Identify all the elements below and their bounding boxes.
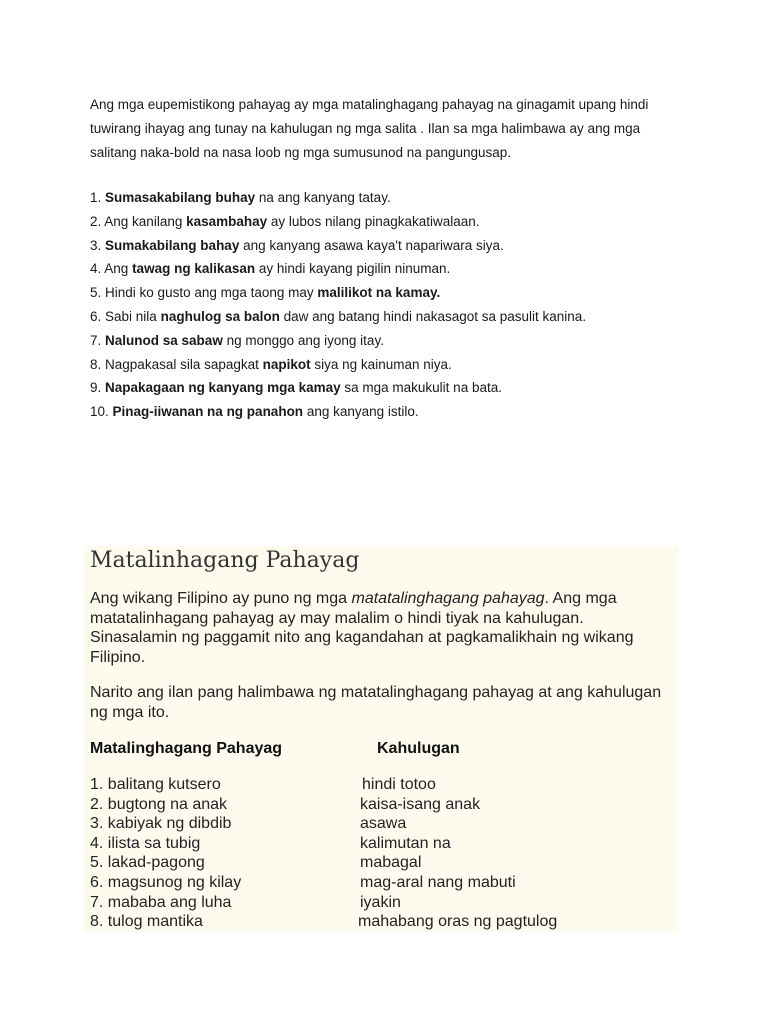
table-row: 3. kabiyak ng dibdib asawa	[90, 815, 407, 833]
list-item: 2. Ang kanilang kasambahay ay lubos nilang pinagkakatiwalaan.	[90, 213, 480, 229]
table-row: 4. ilista sa tubig kalimutan na	[90, 834, 451, 852]
pahayag-table	[90, 775, 675, 932]
section-paragraph-2: Narito ang ilan pang halimbawa ng matatalinghagang pahayag at ang kahulugan ng mga ito.	[90, 684, 662, 721]
list-item: 6. Sabi nila naghulog sa balon daw ang batang hindi nakasagot sa pasulit kanina.	[90, 308, 587, 324]
list-item: 1. Sumasakabilang buhay na ang kanyang tatay.	[90, 190, 391, 205]
list-item: 8. Nagpakasal sila sapagkat napikot siya ng kainuman niya.	[90, 356, 452, 372]
list-item: 7. Nalunod sa sabaw ng monggo ang iyong itay.	[90, 332, 384, 348]
section-title: Matalinhagang Pahayag	[90, 548, 360, 573]
list-item: 5. Hindi ko gusto ang mga taong may malilikot na kamay.	[90, 285, 441, 301]
table-row: 5. lakad-pagong mabagal	[90, 854, 422, 872]
section-paragraph-1: Ang wikang Filipino ay puno ng mga matatalinghagang pahayag. Ang mga matatalinhagang pahayag ay may malalim o hindi tiyak na kahulugan. Sinasalamin ng paggamit nito ang kagandahan at pagkamalikhain ng wikang Filipino.	[90, 590, 634, 666]
table-row: 1. balitang kutsero hindi totoo	[90, 776, 436, 793]
list-item: 9. Napakagaan ng kanyang mga kamay sa mga makukulit na bata.	[90, 380, 502, 396]
table-row: 6. magsunog ng kilay mag-aral nang mabuti	[90, 873, 516, 891]
matalinhagang-panel	[84, 546, 678, 932]
table-row: 2. bugtong na anak kaisa-isang anak	[90, 795, 481, 813]
intro-paragraph: Ang mga eupemistikong pahayag ay mga matalinghagang pahayag na ginagamit upang hindi tuwirang ihayag ang tunay na kahulugan ng mga salita . Ilan sa mga halimbawa ay ang mga salitang naka-bold na nasa loob ng mga sumusunod na pangungusap.	[90, 97, 649, 160]
column-header-kahulugan: Kahulugan	[377, 740, 460, 757]
list-item: 4. Ang tawag ng kalikasan ay hindi kayang pigilin ninuman.	[90, 261, 451, 277]
table-row: 8. tulog mantika mahabang oras ng pagtulog	[90, 913, 558, 931]
list-item: 10. Pinag-iiwanan na ng panahon ang kanyang istilo.	[90, 404, 419, 420]
list-item: 3. Sumakabilang bahay ang kanyang asawa kaya't napariwara siya.	[90, 237, 504, 253]
column-header-pahayag: Matalinghagang Pahayag	[90, 740, 283, 757]
examples-list	[90, 186, 690, 424]
table-row: 7. mababa ang luha iyakin	[90, 893, 401, 911]
